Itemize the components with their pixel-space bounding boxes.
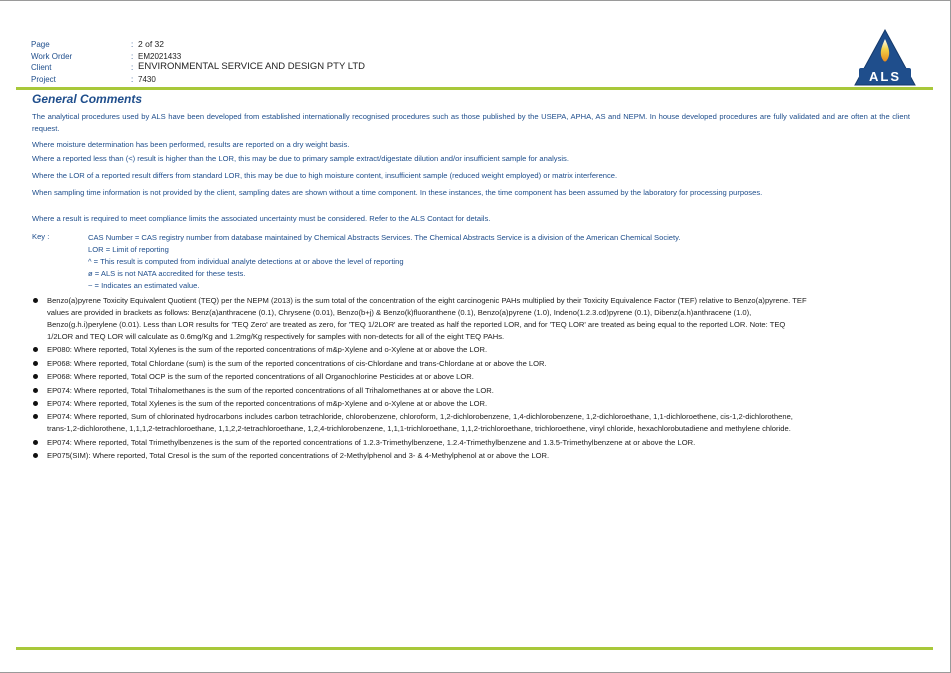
project-number: 7430 xyxy=(138,75,156,85)
bullet-icon xyxy=(33,414,38,419)
list-item-text: Benzo(a)pyrene Toxicity Equivalent Quotient (TEQ) per the NEPM (2013) is the sum total of the concentration of the eight carcinogenic PAHs multiplied by their Toxicity Equivalence Factor (TEF) relative to Benzo(a)pyrene. TEF values are provided in brackets as follows: Benz(a)anthracene (0.1), Chrysene (0.01), Benzo(b+j) & Benzo(k)fluoranthene (0.1), Benzo(a)pyrene (1.0), Indeno(1.2.3.cd)pyrene (0.1), Dibenz(a.h)anthracene (1.0), Benzo(g.h.i)perylene (0.01). Less than LOR results for 'TEQ Zero' are treated as zero, for 'TEQ 1/2LOR' are treated as half the reported LOR, and for 'TEQ LOR' are treated as being equal to the reported LOR. Note: TEQ 1/2LOR and TEQ LOR will calculate as 0.6mg/Kg and 1.2mg/Kg respectively for samples with non-detects for all of the eight TEQ PAHs. xyxy=(47,296,807,341)
bullet-icon xyxy=(33,374,38,379)
header-colon: : xyxy=(131,40,134,49)
bullet-icon xyxy=(33,361,38,366)
header-label: Client xyxy=(31,63,52,73)
key-label: Key : xyxy=(32,232,50,241)
comment-paragraph: The analytical procedures used by ALS have been developed from established internationally recognised procedures such as those published by the USEPA, APHA, AS and NEPM. In house developed procedures are fully validated and are often at the client request. xyxy=(32,112,910,133)
list-item-text: EP068: Where reported, Total OCP is the sum of the reported concentrations of all Organochlorine Pesticides at or above LOR. xyxy=(47,372,474,382)
list-item xyxy=(33,358,813,370)
comment-paragraph: Where the LOR of a reported result differs from standard LOR, this may be due to high moisture content, insufficient sample (reduced weight employed) or matrix interference. xyxy=(32,171,618,180)
key-item: ~ = Indicates an estimated value. xyxy=(88,281,200,290)
list-item xyxy=(33,344,813,356)
client-name: ENVIRONMENTAL SERVICE AND DESIGN PTY LTD xyxy=(138,61,365,73)
list-item-text: EP074: Where reported, Total Trihalomethanes is the sum of the reported concentrations of all Trihalomethanes at or above the LOR. xyxy=(47,385,494,395)
page-number: 2 of 32 xyxy=(138,39,164,49)
comment-paragraph: Where a reported less than (<) result is higher than the LOR, this may be due to primary sample extract/digestate dilution and/or insufficient sample for analysis. xyxy=(32,154,569,163)
als-logo xyxy=(854,29,916,87)
bullet-icon xyxy=(33,401,38,406)
key-item: CAS Number = CAS registry number from database maintained by Chemical Abstracts Services. The Chemical Abstracts Service is a division of the American Chemical Society. xyxy=(88,233,681,242)
work-order-number: EM2021433 xyxy=(138,51,182,61)
list-item-text: EP074: Where reported, Total Xylenes is the sum of the reported concentrations of m&p-Xylene and o-Xylene at or above the LOR. xyxy=(47,398,488,408)
bullet-icon xyxy=(33,347,38,352)
list-item xyxy=(33,411,813,435)
bullet-icon xyxy=(33,453,38,458)
header-label: Project xyxy=(31,75,56,85)
method-notes-list xyxy=(33,295,813,464)
comment-paragraph: When sampling time information is not provided by the client, sampling dates are shown without a time component. In these instances, the time component has been assumed by the laboratory for processing purposes. xyxy=(32,188,763,197)
header-label: Page xyxy=(31,40,50,49)
list-item-text: EP068: Where reported, Total Chlordane (sum) is the sum of the reported concentrations of cis-Chlordane and trans-Chlordane at or above the LOR. xyxy=(47,358,547,368)
section-title: General Comments xyxy=(32,92,143,106)
bullet-icon xyxy=(33,440,38,445)
key-item: LOR = Limit of reporting xyxy=(88,245,169,254)
list-item xyxy=(33,295,813,343)
header-rule xyxy=(16,87,933,90)
header-colon: : xyxy=(131,63,134,73)
comment-paragraph: Where a result is required to meet compliance limits the associated uncertainty must be considered. Refer to the ALS Contact for details. xyxy=(32,214,491,223)
list-item xyxy=(33,371,813,383)
header-colon: : xyxy=(131,75,134,85)
header-colon: : xyxy=(131,51,134,61)
bullet-icon xyxy=(33,298,38,303)
footer-rule xyxy=(16,647,933,650)
list-item xyxy=(33,398,813,410)
list-item-text: EP074: Where reported, Sum of chlorinated hydrocarbons includes carbon tetrachloride, chlorobenzene, chloroform, 1,2-dichlorobenzene, 1,4-dichlorobenzene, 1,2-dichloroethane, 1,1-dichloroethene, cis-1,2-dichlorothene, trans-1,2-dichlorothene, 1,1,1,2-tetrachloroethane, 1,1,2,2-tetrachloroethane, 1,2,4-trichlorobenzene, 1,1,1-trichloroethane, 1,1,2-trichloroethane, trichloroethene, vinyl chloride, hexachlorobutadiene and methylene chloride. xyxy=(47,412,793,434)
list-item-text: EP080: Where reported, Total Xylenes is the sum of the reported concentrations of m&p-Xylene and o-Xylene at or above the LOR. xyxy=(47,345,488,355)
list-item xyxy=(33,450,813,462)
logo-text: ALS xyxy=(869,69,901,84)
key-list xyxy=(88,232,681,292)
list-item xyxy=(33,385,813,397)
list-item xyxy=(33,437,813,449)
key-item: ^ = This result is computed from individual analyte detections at or above the level of reporting xyxy=(88,257,404,266)
bullet-icon xyxy=(33,388,38,393)
list-item-text: EP074: Where reported, Total Trimethylbenzenes is the sum of the reported concentrations of 1.2.3-Trimethylbenzene, 1.2.4-Trimethylbenzene and 1.3.5-Trimethylbenzene at or above the LOR. xyxy=(47,437,696,447)
comment-paragraph: Where moisture determination has been performed, results are reported on a dry weight basis. xyxy=(32,140,350,149)
list-item-text: EP075(SIM): Where reported, Total Cresol is the sum of the reported concentrations of 2-Methylphenol and 3- & 4-Methylphenol at or above the LOR. xyxy=(47,451,550,461)
key-item: ø = ALS is not NATA accredited for these tests. xyxy=(88,269,246,278)
header-label: Work Order xyxy=(31,51,73,61)
